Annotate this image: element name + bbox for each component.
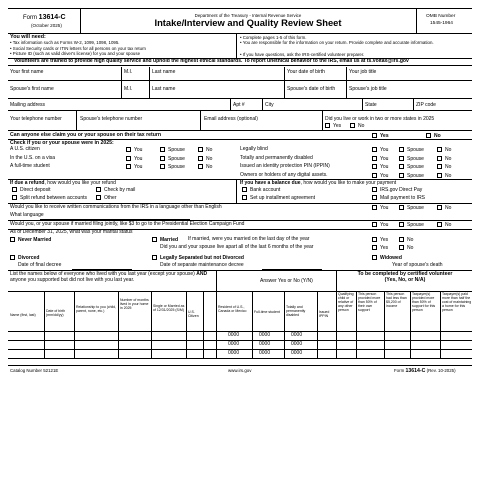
checkbox[interactable] xyxy=(12,195,17,200)
married-q2-no[interactable]: No xyxy=(399,245,413,252)
checkbox[interactable] xyxy=(426,133,431,138)
checkbox[interactable] xyxy=(372,173,377,178)
omb-label: OMB Number xyxy=(426,14,456,19)
your-phone-field[interactable]: Your telephone number xyxy=(10,116,62,122)
digital-no[interactable]: No xyxy=(437,173,451,180)
spouse-mi-field[interactable]: M.I. xyxy=(124,86,133,92)
digital-assets-label: Owners or holders of any digital assets. xyxy=(240,171,328,178)
checkbox[interactable] xyxy=(399,156,404,161)
email-field[interactable]: Email address (optional) xyxy=(204,116,258,122)
col-student: Full-time student xyxy=(254,310,280,314)
multistate-yes[interactable]: Yes xyxy=(325,123,341,130)
resident-cell[interactable]: 0000 xyxy=(228,350,240,356)
visa-spouse[interactable]: Spouse xyxy=(160,156,185,163)
checkbox[interactable] xyxy=(399,205,404,210)
checkbox[interactable] xyxy=(198,147,203,152)
divorce-date-label: Date of final decree xyxy=(18,262,62,268)
col-resident: Resident of U.S., Canada or Mexico xyxy=(218,305,247,313)
ippin-label: Issued an identity protection PIN (IPPIN) xyxy=(240,163,330,169)
disabled-cell[interactable]: 0000 xyxy=(291,350,303,356)
checkbox[interactable] xyxy=(399,222,404,227)
col-citizen: U.S. Citizen xyxy=(188,310,199,318)
live-apart-q: Did you and your spouse live apart all of the last 6 months of the year xyxy=(160,244,314,250)
dependent-yes[interactable]: Yes xyxy=(372,133,389,140)
certified-volunteer-header: To be completed by certified volunteer xyxy=(357,270,453,277)
balance-bank[interactable]: Bank account xyxy=(242,187,280,194)
col-relationship: Relationship to you (child, parent, none, etc.) xyxy=(76,305,117,313)
spouse-dob-field[interactable]: Spouse's date of birth xyxy=(287,86,336,92)
digital-spouse[interactable]: Spouse xyxy=(399,173,424,180)
divorced[interactable]: Divorced xyxy=(10,255,39,262)
refund-heading: If due a refund, how would you like your refund xyxy=(10,179,116,186)
checkbox[interactable] xyxy=(372,255,377,260)
checkbox[interactable] xyxy=(437,156,442,161)
checkbox[interactable] xyxy=(372,195,377,200)
agency-name: Department of the Treasury - Internal Revenue Service xyxy=(194,13,302,18)
visa-label: In the U.S. on a visa xyxy=(10,154,56,161)
checkbox[interactable] xyxy=(372,205,377,210)
campaign-no[interactable]: No xyxy=(437,222,451,229)
checkbox[interactable] xyxy=(96,195,101,200)
never-married[interactable]: Never Married xyxy=(10,237,51,244)
visa-you[interactable]: You xyxy=(126,156,142,163)
checkbox[interactable] xyxy=(399,245,404,250)
separation-date-label: Date of separate maintenance decree xyxy=(160,262,244,268)
need-item-3: • Picture ID (such as valid driver's license) for you and your spouse xyxy=(10,51,141,56)
spouse-death-year-label: Year of spouse's death xyxy=(392,262,443,268)
citizen-label: A U.S. citizen xyxy=(10,146,40,152)
checkbox[interactable] xyxy=(372,237,377,242)
checkbox[interactable] xyxy=(126,156,131,161)
checkbox[interactable] xyxy=(372,147,377,152)
married-q1-yes[interactable]: Yes xyxy=(372,237,388,244)
student-spouse[interactable]: Spouse xyxy=(160,164,185,171)
omb-number: 1545-1964 xyxy=(430,21,453,26)
mailing-address-field[interactable]: Mailing address xyxy=(10,102,46,108)
page-title: Intake/Interview and Quality Review Sheet xyxy=(154,17,342,28)
refund-direct-deposit[interactable]: Direct deposit xyxy=(12,187,51,194)
form-label: Form 13614-C xyxy=(23,14,66,21)
dependent-question: Can anyone else claim you or your spouse on their tax return xyxy=(10,131,162,138)
disabled-label: Totally and permanently disabled xyxy=(240,154,313,161)
checkbox[interactable] xyxy=(152,237,157,242)
ippin-no[interactable]: No xyxy=(437,164,451,171)
student-no[interactable]: No xyxy=(198,164,212,171)
ippin-spouse[interactable]: Spouse xyxy=(399,164,424,171)
footer-form-id: Form 13614-C (Rev. 10-2025) xyxy=(394,368,456,374)
campaign-question: Would you, or your spouse if married filing jointly, like $3 to go to the Presidential Election Campaign Fund xyxy=(10,221,245,227)
marital-heading: As of December 31, 2025, what was your marital status xyxy=(10,229,133,235)
col-single-married: Single or Married as of 12/31/2025 (S/M) xyxy=(153,304,185,312)
language-no[interactable]: No xyxy=(437,205,451,212)
spouse-first-name-field[interactable]: Spouse's first name xyxy=(10,86,54,92)
checkbox[interactable] xyxy=(96,187,101,192)
your-job-field[interactable]: Your job title xyxy=(349,69,377,75)
refund-split[interactable]: Split refund between accounts xyxy=(12,195,87,202)
ippin-you[interactable]: You xyxy=(372,164,388,171)
balance-heading: If you have a balance due, how would you like to make your payment xyxy=(240,179,397,186)
language-label: What language xyxy=(10,212,44,218)
certified-volunteer-sub: (Yes, No, or N/A) xyxy=(384,277,426,283)
checkbox[interactable] xyxy=(372,133,377,138)
instruction-2: • You are responsible for the information on your return. Provide complete and accurate information. xyxy=(240,40,434,45)
student-you[interactable]: You xyxy=(126,164,142,171)
campaign-spouse[interactable]: Spouse xyxy=(399,222,424,229)
form-number: 13614-C xyxy=(38,14,66,21)
col-dob: Date of birth (mm/dd/yy) xyxy=(46,309,66,317)
checkbox[interactable] xyxy=(372,222,377,227)
checkbox[interactable] xyxy=(437,205,442,210)
checkbox[interactable] xyxy=(10,237,15,242)
citizen-spouse[interactable]: Spouse xyxy=(160,147,185,154)
widowed[interactable]: Widowed xyxy=(372,255,402,262)
need-item-2: • Social Security cards or ITIN letters for all persons on your tax return xyxy=(10,45,147,51)
checkbox[interactable] xyxy=(399,237,404,242)
state-field[interactable]: State xyxy=(365,102,377,108)
balance-installment[interactable]: Set up installment agreement xyxy=(242,195,315,202)
digital-you[interactable]: You xyxy=(372,173,388,180)
checkbox[interactable] xyxy=(12,187,17,192)
married[interactable]: Married xyxy=(152,237,178,244)
checkbox[interactable] xyxy=(10,255,15,260)
checkbox[interactable] xyxy=(372,245,377,250)
revision-date: (October 2025) xyxy=(31,23,62,28)
instruction-1: • Complete pages 1-5 of this form. xyxy=(240,34,307,40)
student-cell[interactable]: 0000 xyxy=(259,341,271,347)
blind-label: Legally blind xyxy=(240,146,268,152)
col-home-cost: Taxpayer(s) paid more than half the cost of maintaining a home for this person xyxy=(442,292,472,312)
spouse-last-name-field[interactable]: Last name xyxy=(152,86,176,92)
student-cell[interactable]: 0000 xyxy=(259,350,271,356)
resident-cell[interactable]: 0000 xyxy=(228,332,240,338)
campaign-you[interactable]: You xyxy=(372,222,388,229)
checkbox[interactable] xyxy=(126,147,131,152)
multistate-question: Did you live or work in two or more states in 2025 xyxy=(325,116,435,122)
catalog-number: Catalog Number 52121E xyxy=(10,368,59,373)
married-q2-yes[interactable]: Yes xyxy=(372,245,388,252)
legally-separated[interactable]: Legally Separated but not Divorced xyxy=(152,255,244,262)
col-disabled: Totally and permanently disabled xyxy=(286,305,306,317)
ethics-banner-text: Volunteers are trained to provide high quality service and uphold the highest ethical standards. To report unethical behavior to the IRS, email us at ts.voltax@irs.gov xyxy=(14,58,409,65)
checkbox[interactable] xyxy=(126,164,131,169)
checkbox[interactable] xyxy=(198,156,203,161)
col-qualifying: Qualifying child or relative of any other person xyxy=(338,292,354,312)
status-heading: Check if you or your spouse were in 2025: xyxy=(10,139,114,146)
checkbox[interactable] xyxy=(437,173,442,178)
multistate-no[interactable]: No xyxy=(350,123,364,130)
instruction-3: • If you have questions, ask the IRS-certified volunteer preparer. xyxy=(240,51,365,57)
checkbox[interactable] xyxy=(437,222,442,227)
col-income: This person had less than $5,200 of income xyxy=(386,292,407,308)
language-question: Would you like to receive written communications from the IRS in a language other than English xyxy=(10,204,222,210)
student-label: A full-time student xyxy=(10,163,50,169)
language-you[interactable]: You xyxy=(372,205,388,212)
checkbox[interactable] xyxy=(399,173,404,178)
refund-check[interactable]: Check by mail xyxy=(96,187,135,194)
disabled-you[interactable]: You xyxy=(372,156,388,163)
status-no[interactable]: No xyxy=(437,147,451,154)
dependents-intro: List the names below of everyone who lived with you last year (except your spouse) AND anyone you supported but did not live with you last year. xyxy=(10,271,208,284)
checkbox[interactable] xyxy=(372,187,377,192)
student-cell[interactable]: 0000 xyxy=(259,332,271,338)
zip-field[interactable]: ZIP code xyxy=(416,102,436,108)
disabled-spouse[interactable]: Spouse xyxy=(399,156,424,163)
checkbox[interactable] xyxy=(160,147,165,152)
your-last-name-field[interactable]: Last name xyxy=(152,69,176,75)
col-self-support: This person provided more than 50% of their own support xyxy=(358,292,381,312)
checkbox[interactable] xyxy=(372,164,377,169)
checkbox[interactable] xyxy=(399,164,404,169)
refund-other[interactable]: Other xyxy=(96,195,117,202)
disabled-cell[interactable]: 0000 xyxy=(291,332,303,338)
checkbox[interactable] xyxy=(350,123,355,128)
checkbox[interactable] xyxy=(242,187,247,192)
citizen-you[interactable]: You xyxy=(126,147,142,154)
your-dob-field[interactable]: Your date of birth xyxy=(287,69,325,75)
spouse-job-field[interactable]: Spouse's job title xyxy=(349,86,387,92)
checkbox[interactable] xyxy=(325,123,330,128)
visa-no[interactable]: No xyxy=(198,156,212,163)
city-field[interactable]: City xyxy=(265,102,274,108)
checkbox[interactable] xyxy=(399,147,404,152)
spouse-phone-field[interactable]: Spouse's telephone number xyxy=(80,116,143,122)
married-last-day-q: If married, were you married on the last day of the year xyxy=(188,236,310,242)
balance-directpay[interactable]: IRS.gov Direct Pay xyxy=(372,187,422,194)
irs-website[interactable]: www.irs.gov xyxy=(228,368,252,373)
checkbox[interactable] xyxy=(242,195,247,200)
checkbox[interactable] xyxy=(198,164,203,169)
married-q1-no[interactable]: No xyxy=(399,237,413,244)
resident-cell[interactable]: 0000 xyxy=(228,341,240,347)
col-months: Number of months lived in your home in 2025 xyxy=(120,298,149,310)
checkbox[interactable] xyxy=(160,156,165,161)
balance-mail[interactable]: Mail payment to IRS xyxy=(372,195,425,202)
col-taxpayer-support: Taxpayer(s) provided more than 50% of support for this person xyxy=(412,292,436,312)
need-item-1: • Tax information such as Forms W-2, 1099, 1098, 1095. xyxy=(10,40,120,45)
disabled-no[interactable]: No xyxy=(437,156,451,163)
apt-field[interactable]: Apt # xyxy=(233,102,245,108)
your-mi-field[interactable]: M.I. xyxy=(124,69,133,75)
checkbox[interactable] xyxy=(437,147,442,152)
dependent-no[interactable]: No xyxy=(426,133,441,140)
status-spouse[interactable]: Spouse xyxy=(399,147,424,154)
checkbox[interactable] xyxy=(372,156,377,161)
checkbox[interactable] xyxy=(160,164,165,169)
citizen-no[interactable]: No xyxy=(198,147,212,154)
col-ippin: Issued IPPIN xyxy=(319,310,330,318)
answer-yes-no-header: Answer Yes or No (Y/N) xyxy=(260,278,313,284)
you-will-need-heading: You will need: xyxy=(10,34,46,40)
language-spouse[interactable]: Spouse xyxy=(399,205,424,212)
checkbox[interactable] xyxy=(437,164,442,169)
checkbox[interactable] xyxy=(152,255,157,260)
disabled-cell[interactable]: 0000 xyxy=(291,341,303,347)
your-first-name-field[interactable]: Your first name xyxy=(10,69,44,75)
col-name: Name (first, last) xyxy=(10,313,36,317)
status-you[interactable]: You xyxy=(372,147,388,154)
